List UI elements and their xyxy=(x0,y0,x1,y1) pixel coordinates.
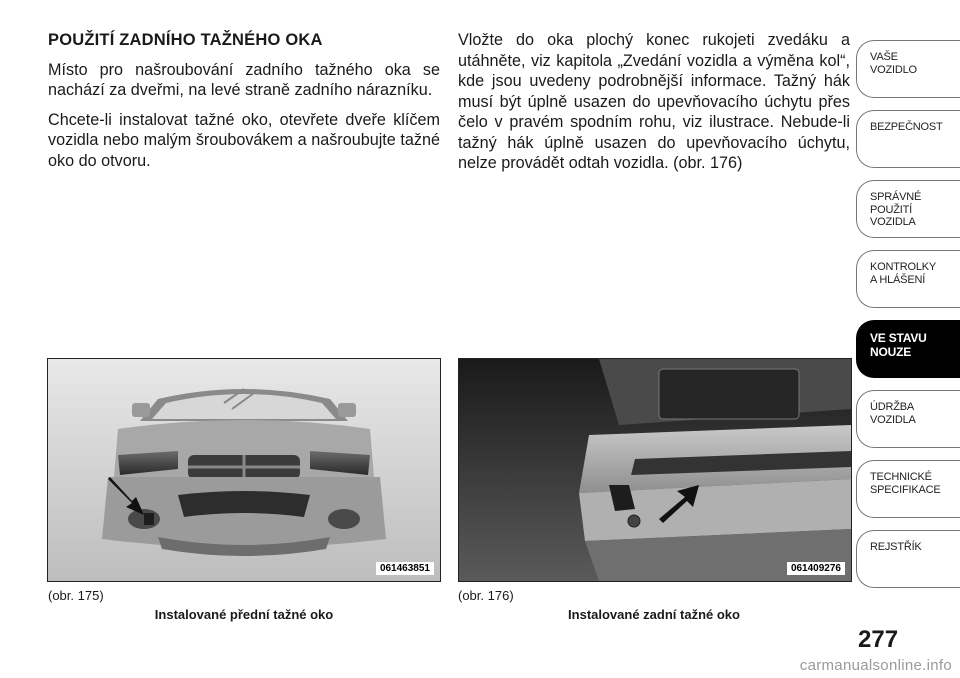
tab-label: ÚDRŽBA VOZIDLA xyxy=(870,401,916,426)
watermark: carmanualsonline.info xyxy=(799,657,952,674)
paragraph-location: Místo pro našroubování zadního tažného oka se nachází za dveřmi, na levé straně zadního nárazníku. xyxy=(48,60,440,99)
page-number: 277 xyxy=(858,626,899,653)
left-column xyxy=(48,30,440,180)
figure-code: 061409276 xyxy=(787,562,845,575)
figure-number: (obr. 175) xyxy=(48,588,104,603)
figure-caption: Instalované zadní tažné oko xyxy=(568,607,740,622)
chapter-tabs xyxy=(856,40,960,600)
tab-label: SPRÁVNÉ POUŽITÍ VOZIDLA xyxy=(870,191,922,228)
figure-front-tow-eye xyxy=(47,358,441,582)
paragraph-install: Chcete-li instalovat tažné oko, otevřete dveře klíčem vozidla nebo malým šroubovákem a našroubujte tažné oko do otvoru. xyxy=(48,110,440,170)
front-vehicle-illustration xyxy=(48,359,440,581)
tab-vase-vozidlo[interactable] xyxy=(856,40,960,98)
rear-bumper-illustration xyxy=(459,359,851,581)
figure-code: 061463851 xyxy=(376,562,434,575)
tab-label: VAŠE VOZIDLO xyxy=(870,51,917,76)
tab-label: TECHNICKÉ SPECIFIKACE xyxy=(870,471,941,496)
figure-number: (obr. 176) xyxy=(458,588,514,603)
tab-spravne-pouziti[interactable] xyxy=(856,180,960,238)
tab-label: VE STAVU NOUZE xyxy=(870,331,927,359)
tab-udrzba[interactable] xyxy=(856,390,960,448)
figure-caption: Instalované přední tažné oko xyxy=(154,607,334,622)
paragraph-jack-handle: Vložte do oka plochý konec rukojeti zvedáku a utáhněte, viz kapitola „Zvedání vozidla a výměna kol“, kde jsou uvedeny podrobnější informace. Tažný hák musí být úplně usazen do upevňovacího úchytu přes čelo v pravém spodním rohu, viz ilustrace. Nebude-li tažný hák úplně usazen do upevňovacího úchytu, nelze provádět odtah vozidla. (obr. 176) xyxy=(458,31,850,172)
tab-bezpecnost[interactable] xyxy=(856,110,960,168)
section-heading: POUŽITÍ ZADNÍHO TAŽNÉHO OKA xyxy=(48,31,323,49)
tab-technicke-specifikace[interactable] xyxy=(856,460,960,518)
figure-rear-tow-eye xyxy=(458,358,852,582)
tab-label: KONTROLKY A HLÁŠENÍ xyxy=(870,261,937,286)
tab-kontrolky[interactable] xyxy=(856,250,960,308)
right-column xyxy=(458,30,850,183)
tab-label: BEZPEČNOST xyxy=(870,121,943,133)
tab-rejstrik[interactable] xyxy=(856,530,960,588)
tab-label: REJSTŘÍK xyxy=(870,541,922,553)
tab-ve-stavu-nouze[interactable] xyxy=(856,320,960,378)
